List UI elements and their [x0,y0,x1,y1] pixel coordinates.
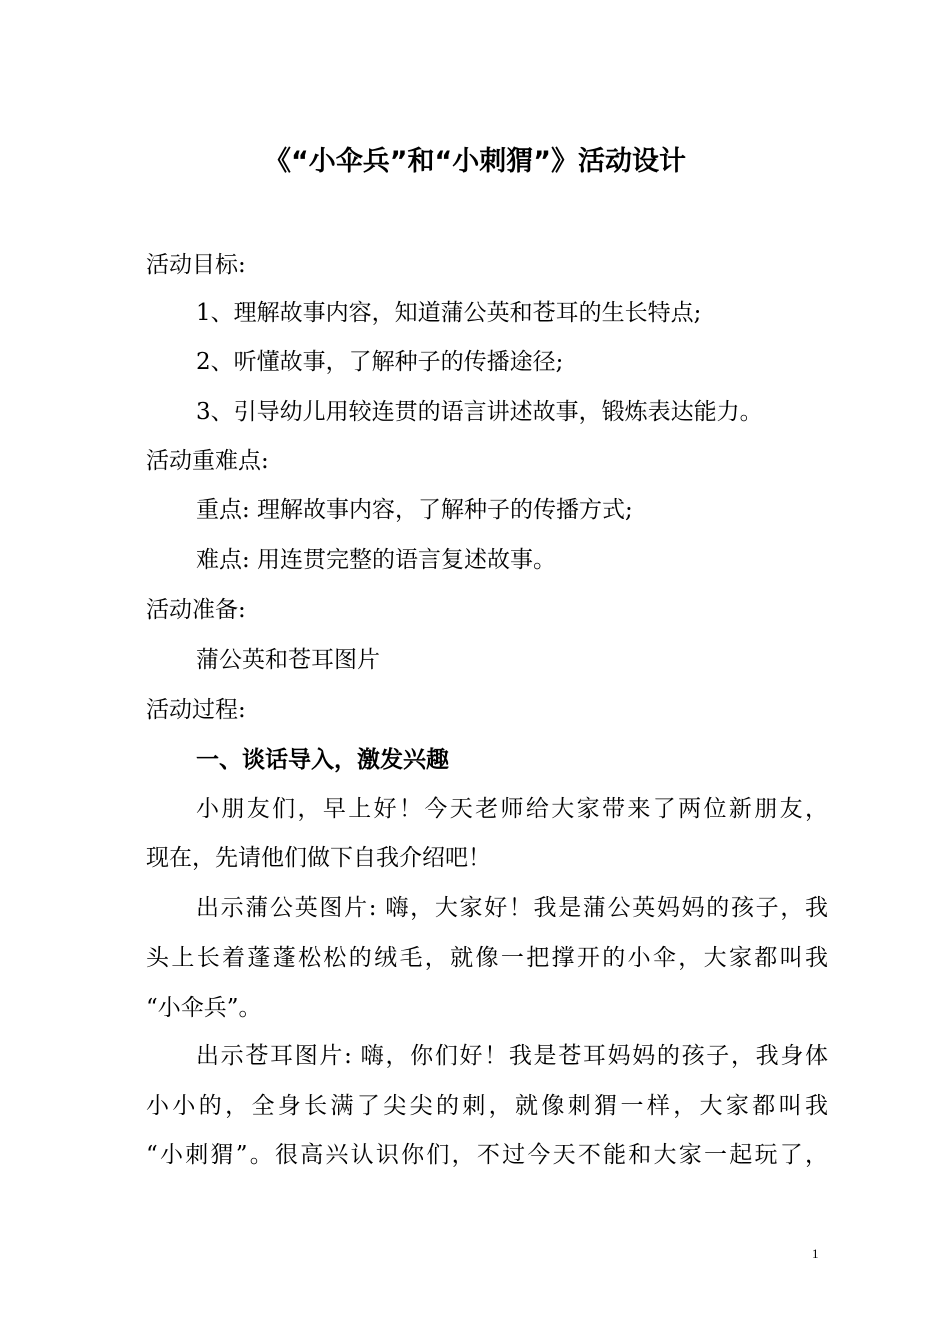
document-title: 《“小伞兵”和“小刺猬”》活动设计 [264,146,686,177]
paragraph-line: 小小的，全身长满了尖尖的刺，就像刺猬一样，大家都叫我 [146,1093,828,1119]
paragraph-line: 现在，先请他们做下自我介绍吧！ [146,845,491,871]
difficulty-text: 难点: 用连贯完整的语言复述故事。 [196,547,557,573]
preparation-text: 蒲公英和苍耳图片 [196,647,380,673]
paragraph-line: 出示蒲公英图片: 嗨，大家好！我是蒲公英妈妈的孩子，我 [196,895,828,921]
preparation-heading: 活动准备: [146,597,246,623]
key-point-text: 重点: 理解故事内容，了解种子的传播方式; [196,497,633,523]
key-points-heading: 活动重难点: [146,448,269,474]
paragraph-line: “小伞兵”。 [146,995,262,1021]
paragraph-line: 出示苍耳图片: 嗨，你们好！我是苍耳妈妈的孩子，我身体 [196,1043,828,1069]
goal-item-3: 3、引导幼儿用较连贯的语言讲述故事，锻炼表达能力。 [196,399,763,425]
paragraph-line: 小朋友们，早上好！今天老师给大家带来了两位新朋友， [196,796,828,822]
section-1-title: 一、谈话导入，激发兴趣 [196,747,449,773]
paragraph-line: 头上长着蓬蓬松松的绒毛，就像一把撑开的小伞，大家都叫我 [146,945,828,971]
page-number: 1 [812,1246,819,1261]
goals-heading: 活动目标: [146,252,246,278]
goal-item-2: 2、听懂故事，了解种子的传播途径; [196,349,564,375]
process-heading: 活动过程: [146,697,246,723]
goal-item-1: 1、理解故事内容，知道蒲公英和苍耳的生长特点; [196,300,702,326]
paragraph-line: “小刺猬”。很高兴认识你们，不过今天不能和大家一起玩了， [146,1142,828,1168]
